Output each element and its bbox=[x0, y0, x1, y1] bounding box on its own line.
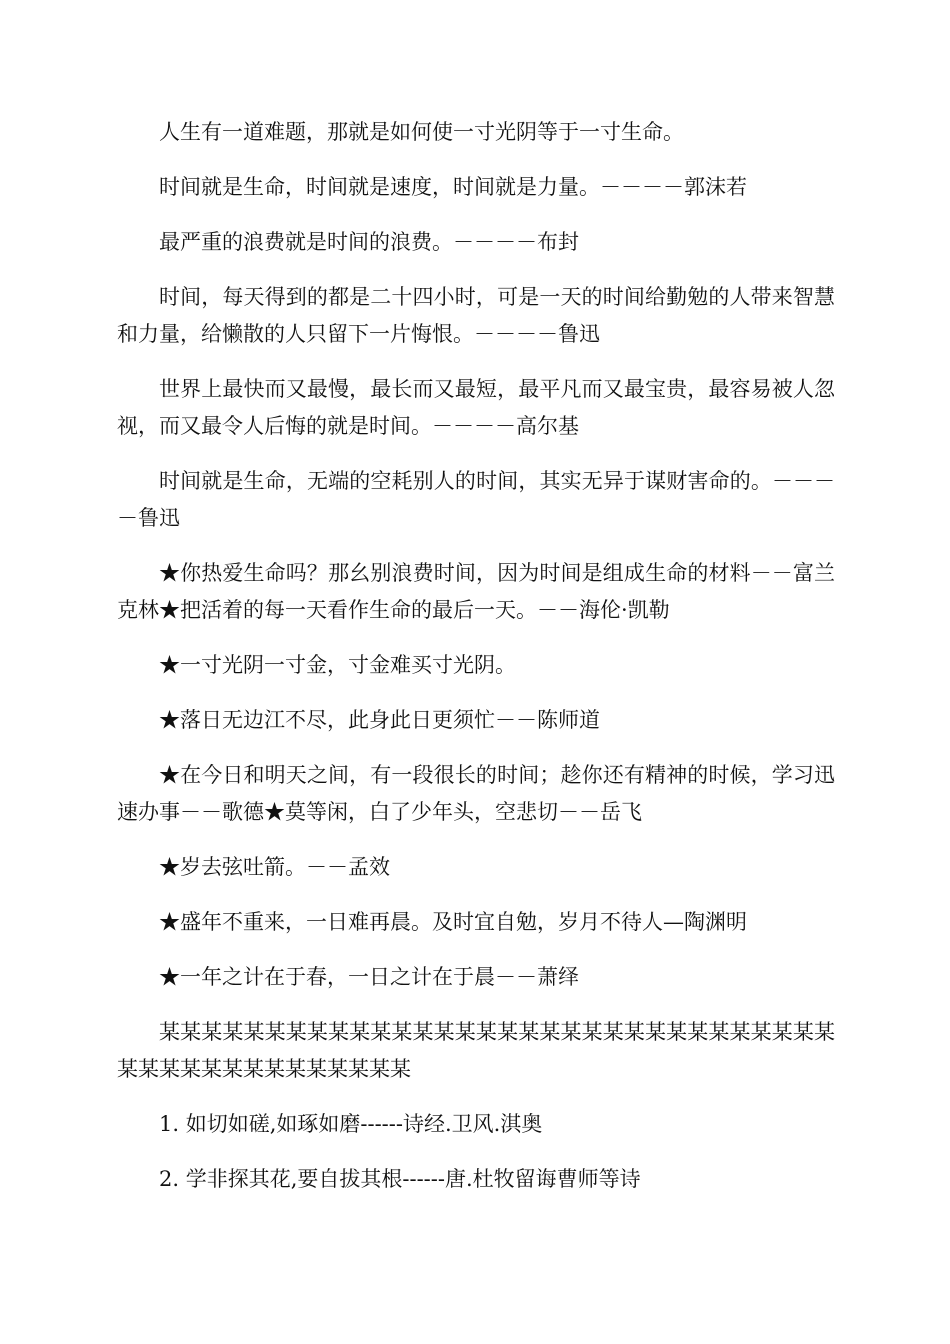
quote-paragraph-7: ★你热爱生命吗？那幺别浪费时间，因为时间是组成生命的材料－－富兰克林★把活着的每一天看作生命的最后一天。－－海伦·凯勒 bbox=[117, 561, 835, 622]
quote-paragraph-8: ★一寸光阴一寸金，寸金难买寸光阴。 bbox=[159, 653, 516, 677]
quote-paragraph-4: 时间，每天得到的都是二十四小时，可是一天的时间给勤勉的人带来智慧和力量，给懒散的人只留下一片悔恨。－－－－鲁迅 bbox=[117, 285, 835, 346]
quote-paragraph-2: 时间就是生命，时间就是速度，时间就是力量。－－－－郭沫若 bbox=[159, 175, 747, 199]
quote-paragraph-6: 时间就是生命，无端的空耗别人的时间，其实无异于谋财害命的。－－－－鲁迅 bbox=[117, 469, 835, 530]
document-body bbox=[117, 114, 835, 1216]
quote-paragraph-13: ★一年之计在于春，一日之计在于晨－－萧绎 bbox=[159, 965, 579, 989]
quote-paragraph-12: ★盛年不重来，一日难再晨。及时宜自勉，岁月不待人—陶渊明 bbox=[159, 910, 747, 934]
quote-paragraph-11: ★岁去弦吐箭。－－孟效 bbox=[159, 855, 390, 879]
numbered-item-1: 1. 如切如磋,如琢如磨------诗经.卫风.淇奥 bbox=[159, 1112, 543, 1136]
quote-paragraph-3: 最严重的浪费就是时间的浪费。－－－－布封 bbox=[159, 230, 579, 254]
quote-paragraph-9: ★落日无边江不尽，此身此日更须忙－－陈师道 bbox=[159, 708, 600, 732]
placeholder-paragraph: 某某某某某某某某某某某某某某某某某某某某某某某某某某某某某某某某某某某某某某某某某某某某某某 bbox=[117, 1020, 835, 1081]
quote-paragraph-10: ★在今日和明天之间，有一段很长的时间；趁你还有精神的时候，学习迅速办事－－歌德★莫等闲，白了少年头，空悲切－－岳飞 bbox=[117, 763, 835, 824]
numbered-item-2: 2. 学非探其花,要自拔其根------唐.杜牧留诲曹师等诗 bbox=[159, 1167, 641, 1191]
quote-paragraph-5: 世界上最快而又最慢，最长而又最短，最平凡而又最宝贵，最容易被人忽视，而又最令人后悔的就是时间。－－－－高尔基 bbox=[117, 377, 835, 438]
quote-paragraph-1: 人生有一道难题，那就是如何使一寸光阴等于一寸生命。 bbox=[159, 120, 684, 144]
